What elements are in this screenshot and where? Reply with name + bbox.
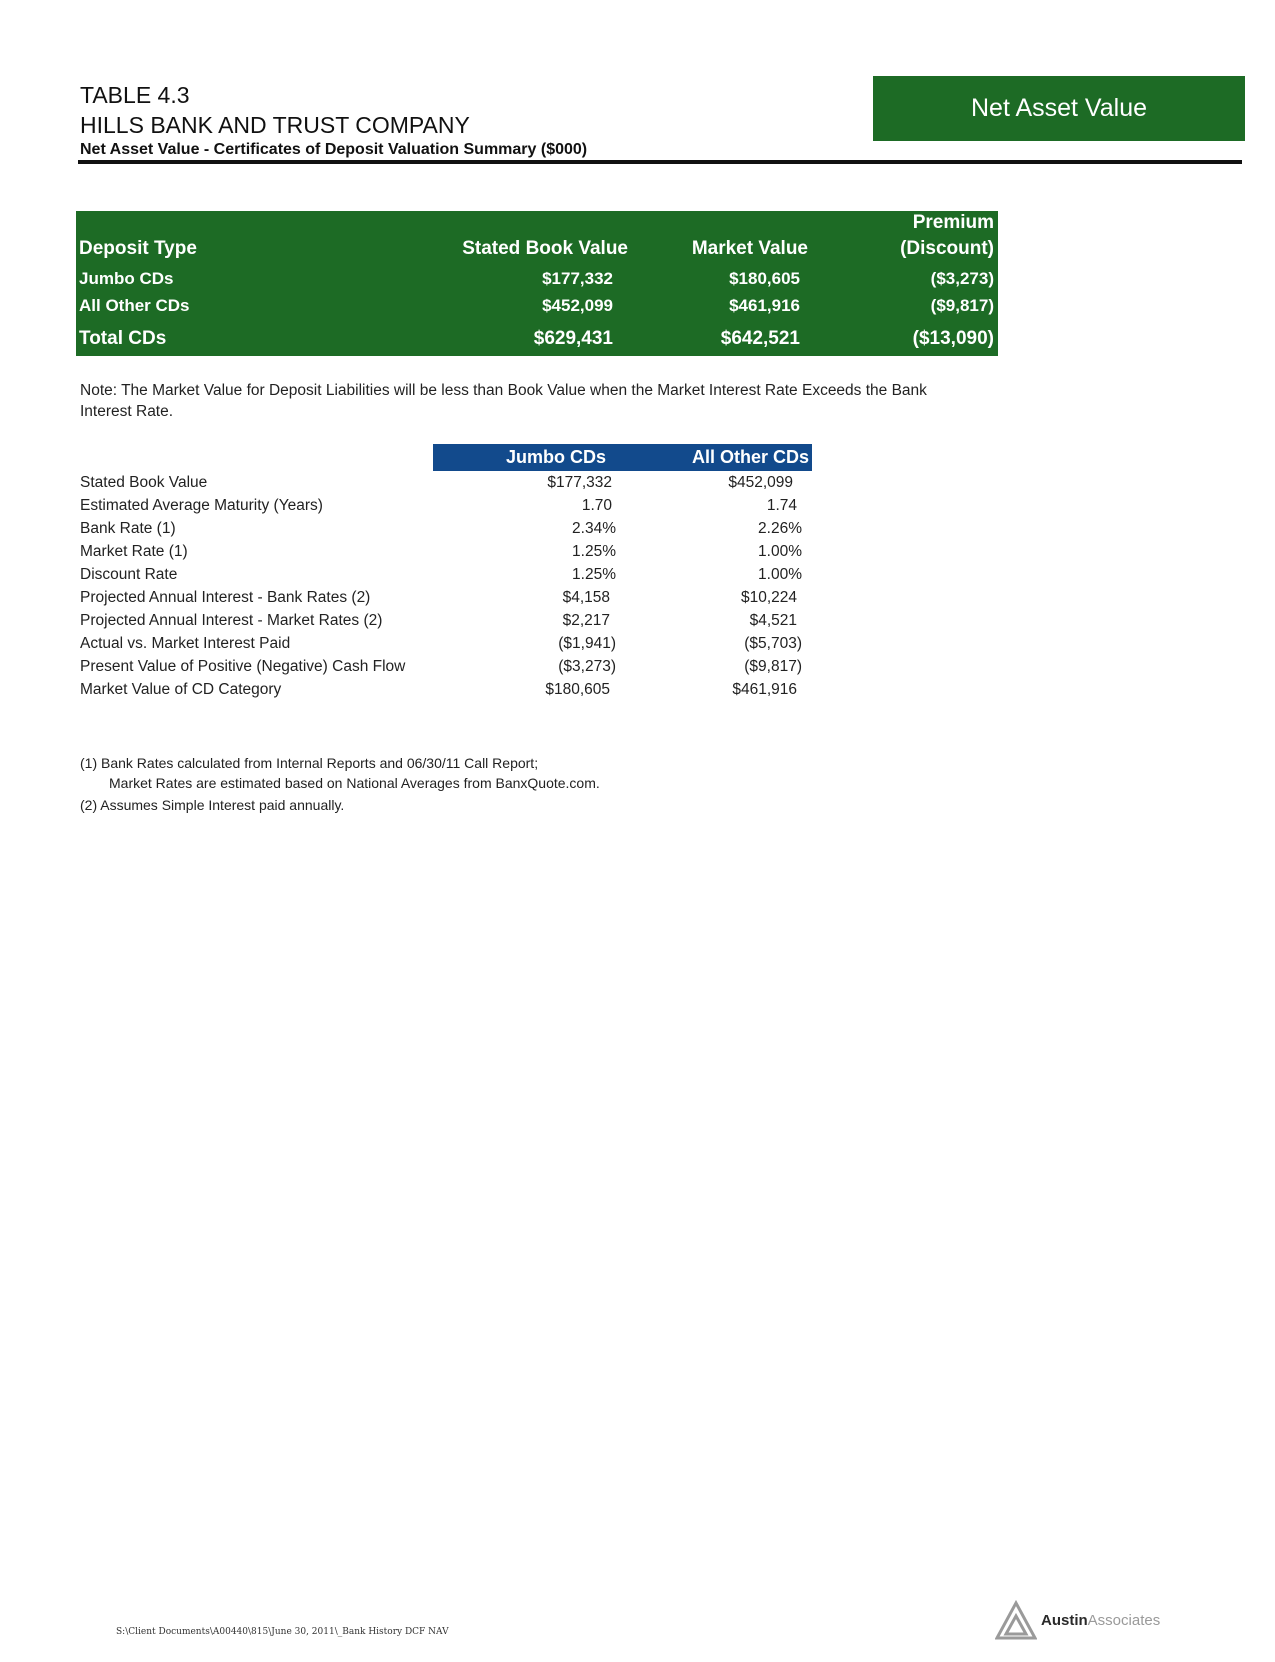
table-label: TABLE 4.3 [80, 82, 190, 108]
row-jumbo-value: ($1,941) [558, 635, 616, 652]
row-label: Projected Annual Interest - Bank Rates (2) [80, 589, 371, 606]
logo-text [1041, 1612, 1160, 1629]
table-row [80, 543, 820, 566]
col-premium-line2: (Discount) [900, 238, 994, 259]
table-row [80, 612, 820, 635]
row-jumbo-premium: ($3,273) [930, 269, 994, 288]
row-total-market: $642,521 [720, 328, 800, 349]
table-row [80, 681, 820, 704]
row-jumbo-value: $4,158 [562, 589, 610, 606]
header-divider [78, 160, 1242, 164]
row-jumbo-book: $177,332 [542, 269, 613, 288]
col-market-value: Market Value [691, 238, 808, 259]
row-label: Projected Annual Interest - Market Rates (2) [80, 612, 383, 629]
note-text: Note: The Market Value for Deposit Liabilities will be less than Book Value when the Market Interest Rate Exceeds the Bank Interest Rate. [80, 382, 927, 420]
row-total-type: Total CDs [79, 328, 167, 349]
detail-table-header [433, 444, 812, 471]
row-total-premium: ($13,090) [912, 328, 994, 349]
row-total-book: $629,431 [533, 328, 613, 349]
row-jumbo-value: 2.34% [572, 520, 616, 537]
row-label: Stated Book Value [80, 474, 208, 491]
row-other-premium: ($9,817) [930, 296, 994, 315]
row-other-value: ($9,817) [744, 658, 802, 675]
logo-text-light: Associates [1087, 1611, 1161, 1629]
row-label: Market Rate (1) [80, 543, 188, 560]
row-other-value: $4,521 [749, 612, 797, 629]
table-row [80, 635, 820, 658]
row-label: Discount Rate [80, 566, 178, 583]
logo-text-bold: Austin [1041, 1611, 1088, 1629]
row-other-value: 1.00% [758, 566, 802, 583]
header-title-block [80, 80, 470, 140]
summary-table [76, 211, 998, 356]
table-row [80, 497, 820, 520]
section-tab: Net Asset Value [873, 76, 1245, 141]
row-jumbo-value: 1.25% [572, 543, 616, 560]
row-jumbo-value: 1.70 [581, 497, 612, 514]
row-label: Actual vs. Market Interest Paid [80, 635, 291, 652]
footnote-2: (2) Assumes Simple Interest paid annually. [80, 797, 345, 813]
table-row [80, 658, 820, 681]
row-other-value: 1.74 [766, 497, 797, 514]
col-all-other-cds: All Other CDs [691, 447, 809, 467]
row-label: Estimated Average Maturity (Years) [80, 497, 323, 514]
row-other-value: 2.26% [758, 520, 802, 537]
row-label: Present Value of Positive (Negative) Cash Flow [80, 658, 406, 675]
row-jumbo-value: $180,605 [545, 681, 610, 698]
company-name: HILLS BANK AND TRUST COMPANY [80, 112, 470, 138]
footnote-1: (1) Bank Rates calculated from Internal Reports and 06/30/11 Call Report; [80, 755, 539, 771]
row-jumbo-value: 1.25% [572, 566, 616, 583]
row-other-value: ($5,703) [744, 635, 802, 652]
row-other-value: 1.00% [758, 543, 802, 560]
table-row [80, 589, 820, 612]
table-row [80, 520, 820, 543]
col-book-value: Stated Book Value [462, 238, 628, 259]
col-jumbo-cds: Jumbo CDs [506, 447, 607, 467]
table-row [80, 474, 820, 497]
row-other-value: $452,099 [728, 474, 793, 491]
row-label: Bank Rate (1) [80, 520, 176, 537]
row-jumbo-value: ($3,273) [558, 658, 616, 675]
file-path: S:\Client Documents\A00440\815\June 30, 2011\_Bank History DCF NAV [116, 1627, 449, 1637]
row-jumbo-value: $2,217 [562, 612, 610, 629]
row-other-value: $461,916 [732, 681, 797, 698]
company-logo [995, 1600, 1160, 1640]
row-jumbo-market: $180,605 [729, 269, 800, 288]
table-row [80, 566, 820, 589]
col-deposit-type: Deposit Type [79, 238, 197, 259]
row-other-value: $10,224 [740, 589, 797, 606]
footnote-1-continued: Market Rates are estimated based on National Averages from BanxQuote.com. [109, 775, 600, 791]
row-other-book: $452,099 [542, 296, 613, 315]
row-other-market: $461,916 [729, 296, 800, 315]
row-jumbo-value: $177,332 [547, 474, 612, 491]
row-other-type: All Other CDs [79, 296, 190, 315]
page-subtitle: Net Asset Value - Certificates of Deposit Valuation Summary ($000) [80, 141, 588, 158]
row-jumbo-type: Jumbo CDs [79, 269, 174, 288]
row-label: Market Value of CD Category [80, 681, 282, 698]
col-premium-line1: Premium [912, 212, 994, 233]
triangle-logo-icon [995, 1600, 1037, 1640]
